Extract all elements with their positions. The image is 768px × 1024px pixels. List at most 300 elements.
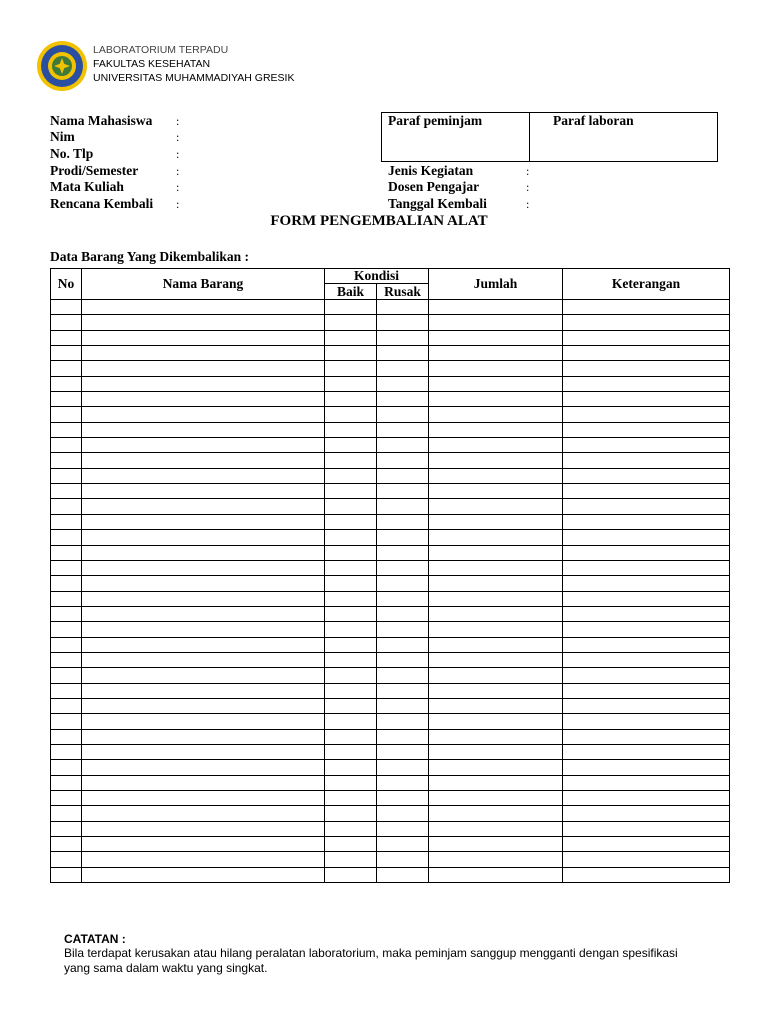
table-cell[interactable] — [563, 591, 730, 606]
section-subtitle: Data Barang Yang Dikembalikan : — [50, 249, 250, 264]
table-cell[interactable] — [429, 744, 563, 759]
table-cell[interactable] — [377, 652, 429, 667]
table-cell[interactable] — [563, 652, 730, 667]
table-cell[interactable] — [377, 591, 429, 606]
table-cell[interactable] — [377, 714, 429, 729]
table-cell[interactable] — [82, 622, 325, 637]
table-cell[interactable] — [325, 330, 377, 345]
table-cell[interactable] — [82, 545, 325, 560]
table-cell[interactable] — [377, 407, 429, 422]
table-cell[interactable] — [377, 637, 429, 652]
table-cell[interactable] — [377, 729, 429, 744]
table-row — [51, 576, 730, 591]
table-cell[interactable] — [429, 453, 563, 468]
table-cell[interactable] — [377, 315, 429, 330]
table-cell[interactable] — [325, 775, 377, 790]
table-cell[interactable] — [325, 867, 377, 882]
table-cell[interactable] — [429, 484, 563, 499]
header-lab-name: LABORATORIUM TERPADU — [93, 44, 229, 56]
table-cell[interactable] — [325, 468, 377, 483]
table-cell[interactable] — [429, 514, 563, 529]
field-label-prodi-semester: Prodi/Semester — [50, 163, 139, 178]
table-cell[interactable] — [429, 622, 563, 637]
field-colon: : — [176, 164, 180, 178]
table-cell[interactable] — [563, 668, 730, 683]
table-cell[interactable] — [325, 683, 377, 698]
field-label-mata-kuliah: Mata Kuliah — [50, 179, 124, 194]
signature-box — [381, 112, 718, 162]
table-cell[interactable] — [82, 852, 325, 867]
table-cell[interactable] — [82, 837, 325, 852]
column-header-kondisi: Kondisi — [325, 269, 429, 284]
field-label-no-tlp: No. Tlp — [50, 146, 94, 161]
table-cell[interactable] — [429, 867, 563, 882]
table-cell[interactable] — [429, 468, 563, 483]
header-university: UNIVERSITAS MUHAMMADIYAH GRESIK — [93, 72, 295, 84]
table-cell[interactable] — [51, 744, 82, 759]
table-cell[interactable] — [51, 422, 82, 437]
table-cell[interactable] — [377, 683, 429, 698]
table-cell[interactable] — [429, 300, 563, 315]
table-cell[interactable] — [51, 484, 82, 499]
table-cell[interactable] — [429, 330, 563, 345]
table-cell[interactable] — [325, 315, 377, 330]
table-cell[interactable] — [563, 392, 730, 407]
table-row — [51, 422, 730, 437]
table-cell[interactable] — [51, 837, 82, 852]
table-cell[interactable] — [51, 545, 82, 560]
table-cell[interactable] — [51, 606, 82, 621]
table-cell[interactable] — [82, 867, 325, 882]
form-title: FORM PENGEMBALIAN ALAT — [270, 213, 488, 229]
table-cell[interactable] — [377, 622, 429, 637]
table-cell[interactable] — [51, 376, 82, 391]
column-header-no: No — [51, 269, 82, 300]
table-cell[interactable] — [429, 422, 563, 437]
table-cell[interactable] — [325, 346, 377, 361]
table-row — [51, 407, 730, 422]
signature-divider — [529, 113, 530, 161]
table-cell[interactable] — [325, 361, 377, 376]
table-cell[interactable] — [377, 300, 429, 315]
table-cell[interactable] — [563, 760, 730, 775]
table-cell[interactable] — [325, 530, 377, 545]
table-cell[interactable] — [377, 346, 429, 361]
table-cell[interactable] — [82, 591, 325, 606]
table-cell[interactable] — [82, 576, 325, 591]
table-cell[interactable] — [563, 300, 730, 315]
table-row — [51, 346, 730, 361]
table-row — [51, 530, 730, 545]
table-row — [51, 837, 730, 852]
table-cell[interactable] — [325, 744, 377, 759]
table-cell[interactable] — [563, 683, 730, 698]
table-cell[interactable] — [429, 652, 563, 667]
table-cell[interactable] — [377, 775, 429, 790]
table-cell[interactable] — [377, 852, 429, 867]
table-cell[interactable] — [325, 453, 377, 468]
table-cell[interactable] — [51, 760, 82, 775]
table-cell[interactable] — [82, 438, 325, 453]
table-cell[interactable] — [51, 806, 82, 821]
table-row — [51, 392, 730, 407]
table-cell[interactable] — [325, 637, 377, 652]
table-cell[interactable] — [429, 545, 563, 560]
table-cell[interactable] — [429, 361, 563, 376]
table-cell[interactable] — [429, 698, 563, 713]
table-cell[interactable] — [377, 514, 429, 529]
table-cell[interactable] — [377, 422, 429, 437]
table-row — [51, 560, 730, 575]
table-cell[interactable] — [51, 346, 82, 361]
table-cell[interactable] — [51, 683, 82, 698]
table-cell[interactable] — [82, 637, 325, 652]
table-cell[interactable] — [325, 821, 377, 836]
field-colon: : — [526, 180, 530, 194]
table-cell[interactable] — [377, 438, 429, 453]
table-row — [51, 637, 730, 652]
table-cell[interactable] — [51, 622, 82, 637]
table-cell[interactable] — [82, 407, 325, 422]
table-cell[interactable] — [563, 806, 730, 821]
table-row — [51, 376, 730, 391]
table-cell[interactable] — [325, 576, 377, 591]
table-cell[interactable] — [377, 791, 429, 806]
table-cell[interactable] — [377, 760, 429, 775]
field-colon: : — [176, 180, 180, 194]
table-cell[interactable] — [51, 530, 82, 545]
table-row — [51, 361, 730, 376]
table-row — [51, 438, 730, 453]
table-cell[interactable] — [563, 821, 730, 836]
table-cell[interactable] — [82, 422, 325, 437]
table-cell[interactable] — [429, 346, 563, 361]
table-cell[interactable] — [82, 300, 325, 315]
table-cell[interactable] — [82, 376, 325, 391]
table-cell[interactable] — [563, 545, 730, 560]
table-cell[interactable] — [82, 330, 325, 345]
table-row — [51, 683, 730, 698]
table-cell[interactable] — [325, 545, 377, 560]
table-row — [51, 622, 730, 637]
table-cell[interactable] — [429, 637, 563, 652]
table-cell[interactable] — [377, 484, 429, 499]
table-cell[interactable] — [377, 330, 429, 345]
table-cell[interactable] — [325, 484, 377, 499]
table-cell[interactable] — [82, 606, 325, 621]
table-cell[interactable] — [563, 775, 730, 790]
table-cell[interactable] — [325, 499, 377, 514]
field-label-tanggal-kembali: Tanggal Kembali — [388, 196, 487, 211]
table-cell[interactable] — [82, 453, 325, 468]
table-cell[interactable] — [429, 775, 563, 790]
table-row — [51, 806, 730, 821]
table-cell[interactable] — [377, 499, 429, 514]
table-cell[interactable] — [377, 453, 429, 468]
table-cell[interactable] — [325, 729, 377, 744]
table-cell[interactable] — [563, 376, 730, 391]
table-cell[interactable] — [325, 422, 377, 437]
table-cell[interactable] — [51, 867, 82, 882]
table-cell[interactable] — [377, 806, 429, 821]
table-cell[interactable] — [429, 606, 563, 621]
table-cell[interactable] — [325, 300, 377, 315]
table-row — [51, 468, 730, 483]
field-colon: : — [526, 164, 530, 178]
table-cell[interactable] — [563, 422, 730, 437]
table-cell[interactable] — [82, 821, 325, 836]
table-cell[interactable] — [429, 407, 563, 422]
table-cell[interactable] — [563, 744, 730, 759]
table-row — [51, 453, 730, 468]
table-cell[interactable] — [563, 622, 730, 637]
table-cell[interactable] — [51, 775, 82, 790]
table-cell[interactable] — [429, 714, 563, 729]
table-cell[interactable] — [82, 760, 325, 775]
table-cell[interactable] — [51, 438, 82, 453]
note-text: Bila terdapat kerusakan atau hilang peralatan laboratorium, maka peminjam sanggup mengganti dengan spesifikasi yang sama dalam waktu yang singkat. — [64, 946, 678, 975]
table-cell[interactable] — [51, 637, 82, 652]
table-row — [51, 499, 730, 514]
table-cell[interactable] — [563, 514, 730, 529]
table-cell[interactable] — [429, 315, 563, 330]
column-header-nama-barang: Nama Barang — [82, 269, 325, 300]
header-faculty: FAKULTAS KESEHATAN — [93, 58, 211, 70]
table-row — [51, 668, 730, 683]
table-cell[interactable] — [563, 361, 730, 376]
table-cell[interactable] — [82, 499, 325, 514]
table-cell[interactable] — [563, 346, 730, 361]
table-cell[interactable] — [429, 806, 563, 821]
table-cell[interactable] — [51, 729, 82, 744]
column-header-jumlah: Jumlah — [429, 269, 563, 300]
table-cell[interactable] — [82, 484, 325, 499]
table-cell[interactable] — [325, 698, 377, 713]
table-cell[interactable] — [51, 698, 82, 713]
table-row — [51, 698, 730, 713]
table-cell[interactable] — [429, 392, 563, 407]
table-cell[interactable] — [563, 606, 730, 621]
table-cell[interactable] — [325, 591, 377, 606]
table-row — [51, 760, 730, 775]
table-cell[interactable] — [82, 806, 325, 821]
field-colon: : — [526, 197, 530, 211]
table-cell[interactable] — [325, 376, 377, 391]
university-logo — [36, 40, 88, 92]
table-cell[interactable] — [563, 576, 730, 591]
table-cell[interactable] — [377, 376, 429, 391]
table-cell[interactable] — [82, 652, 325, 667]
table-cell[interactable] — [563, 791, 730, 806]
table-cell[interactable] — [82, 392, 325, 407]
table-row — [51, 591, 730, 606]
table-cell[interactable] — [51, 714, 82, 729]
table-cell[interactable] — [429, 729, 563, 744]
table-cell[interactable] — [429, 668, 563, 683]
table-row — [51, 300, 730, 315]
table-cell[interactable] — [563, 499, 730, 514]
table-cell[interactable] — [563, 530, 730, 545]
table-cell[interactable] — [51, 576, 82, 591]
table-cell[interactable] — [377, 698, 429, 713]
table-cell[interactable] — [51, 453, 82, 468]
table-cell[interactable] — [51, 392, 82, 407]
table-cell[interactable] — [563, 729, 730, 744]
table-row — [51, 714, 730, 729]
column-header-rusak: Rusak — [377, 284, 429, 300]
table-cell[interactable] — [563, 438, 730, 453]
table-cell[interactable] — [325, 606, 377, 621]
field-label-dosen-pengajar: Dosen Pengajar — [388, 179, 480, 194]
table-cell[interactable] — [377, 361, 429, 376]
signature-label-peminjam: Paraf peminjam — [388, 113, 483, 128]
table-cell[interactable] — [82, 468, 325, 483]
table-cell[interactable] — [82, 668, 325, 683]
table-cell[interactable] — [429, 683, 563, 698]
table-cell[interactable] — [429, 791, 563, 806]
table-cell[interactable] — [82, 560, 325, 575]
table-row — [51, 744, 730, 759]
table-cell[interactable] — [429, 591, 563, 606]
table-row — [51, 852, 730, 867]
table-cell[interactable] — [325, 806, 377, 821]
table-row — [51, 315, 730, 330]
table-cell[interactable] — [82, 698, 325, 713]
table-cell[interactable] — [377, 606, 429, 621]
table-row — [51, 330, 730, 345]
table-row — [51, 729, 730, 744]
table-cell[interactable] — [51, 652, 82, 667]
table-row — [51, 606, 730, 621]
column-header-keterangan: Keterangan — [563, 269, 730, 300]
table-cell[interactable] — [563, 837, 730, 852]
signature-label-laboran: Paraf laboran — [553, 113, 634, 128]
field-label-nim: Nim — [50, 129, 75, 144]
items-table — [50, 268, 730, 883]
table-cell[interactable] — [325, 760, 377, 775]
table-cell[interactable] — [429, 499, 563, 514]
table-cell[interactable] — [82, 346, 325, 361]
table-cell[interactable] — [325, 622, 377, 637]
table-cell[interactable] — [82, 315, 325, 330]
table-cell[interactable] — [429, 821, 563, 836]
table-cell[interactable] — [563, 637, 730, 652]
table-row — [51, 867, 730, 882]
table-cell[interactable] — [325, 714, 377, 729]
table-cell[interactable] — [51, 852, 82, 867]
table-cell[interactable] — [325, 560, 377, 575]
table-cell[interactable] — [377, 668, 429, 683]
table-cell[interactable] — [51, 514, 82, 529]
table-cell[interactable] — [377, 576, 429, 591]
table-cell[interactable] — [51, 468, 82, 483]
table-cell[interactable] — [377, 545, 429, 560]
table-cell[interactable] — [377, 821, 429, 836]
table-cell[interactable] — [429, 760, 563, 775]
table-cell[interactable] — [563, 484, 730, 499]
table-cell[interactable] — [429, 576, 563, 591]
table-cell[interactable] — [51, 330, 82, 345]
table-cell[interactable] — [429, 852, 563, 867]
table-row — [51, 514, 730, 529]
table-cell[interactable] — [429, 376, 563, 391]
field-label-nama-mahasiswa: Nama Mahasiswa — [50, 113, 153, 128]
table-cell[interactable] — [429, 530, 563, 545]
table-cell[interactable] — [82, 744, 325, 759]
table-cell[interactable] — [51, 821, 82, 836]
table-cell[interactable] — [563, 714, 730, 729]
table-cell[interactable] — [563, 453, 730, 468]
field-label-jenis-kegiatan: Jenis Kegiatan — [388, 163, 474, 178]
table-cell[interactable] — [325, 514, 377, 529]
table-row — [51, 791, 730, 806]
table-cell[interactable] — [82, 729, 325, 744]
table-cell[interactable] — [325, 407, 377, 422]
table-row — [51, 484, 730, 499]
table-cell[interactable] — [563, 407, 730, 422]
table-cell[interactable] — [563, 330, 730, 345]
table-cell[interactable] — [563, 852, 730, 867]
table-cell[interactable] — [82, 361, 325, 376]
table-cell[interactable] — [51, 361, 82, 376]
table-cell[interactable] — [429, 438, 563, 453]
table-cell[interactable] — [82, 714, 325, 729]
column-header-baik: Baik — [325, 284, 377, 300]
table-cell[interactable] — [377, 560, 429, 575]
table-cell[interactable] — [82, 514, 325, 529]
table-cell[interactable] — [563, 698, 730, 713]
table-cell[interactable] — [377, 867, 429, 882]
table-row — [51, 652, 730, 667]
field-colon: : — [176, 130, 180, 144]
table-cell[interactable] — [325, 392, 377, 407]
table-cell[interactable] — [51, 668, 82, 683]
table-cell[interactable] — [51, 315, 82, 330]
table-cell[interactable] — [82, 775, 325, 790]
table-cell[interactable] — [325, 652, 377, 667]
table-row — [51, 775, 730, 790]
field-colon: : — [176, 197, 180, 211]
table-cell[interactable] — [51, 560, 82, 575]
table-cell[interactable] — [563, 468, 730, 483]
table-cell[interactable] — [51, 499, 82, 514]
table-cell[interactable] — [82, 530, 325, 545]
table-cell[interactable] — [325, 852, 377, 867]
table-cell[interactable] — [82, 791, 325, 806]
table-cell[interactable] — [325, 668, 377, 683]
table-cell[interactable] — [563, 560, 730, 575]
table-cell[interactable] — [82, 683, 325, 698]
table-cell[interactable] — [51, 791, 82, 806]
table-cell[interactable] — [377, 744, 429, 759]
field-colon: : — [176, 114, 180, 128]
table-cell[interactable] — [563, 315, 730, 330]
table-cell[interactable] — [51, 300, 82, 315]
table-cell[interactable] — [429, 560, 563, 575]
table-cell[interactable] — [429, 837, 563, 852]
table-cell[interactable] — [51, 591, 82, 606]
field-colon: : — [176, 147, 180, 161]
table-cell[interactable] — [377, 530, 429, 545]
table-cell[interactable] — [325, 438, 377, 453]
table-cell[interactable] — [377, 468, 429, 483]
table-cell[interactable] — [51, 407, 82, 422]
table-cell[interactable] — [563, 867, 730, 882]
table-cell[interactable] — [377, 837, 429, 852]
table-cell[interactable] — [325, 837, 377, 852]
table-cell[interactable] — [325, 791, 377, 806]
table-cell[interactable] — [377, 392, 429, 407]
